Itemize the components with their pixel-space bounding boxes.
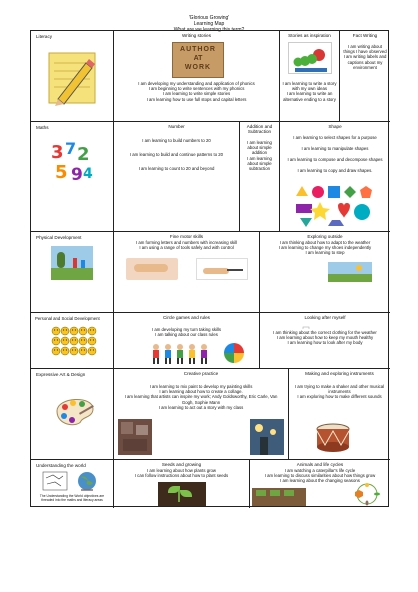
svg-text:3: 3 [51, 142, 64, 163]
number-cell [114, 122, 240, 232]
addition-subtraction-cell [240, 122, 280, 232]
expressive-area-cell [31, 369, 114, 460]
svg-text:4: 4 [83, 166, 93, 182]
map-globe-image [41, 470, 103, 492]
hand-drawing-image [196, 258, 248, 280]
writing-stories-title: Writing stories [181, 33, 212, 38]
svg-text:2: 2 [77, 144, 90, 165]
learning-map-grid [30, 30, 389, 507]
author-at-work-sign-image [172, 42, 224, 78]
svg-text:7: 7 [65, 139, 77, 158]
fact-writing-cell [340, 31, 390, 122]
stories-inspiration-title: Stories as inspiration [288, 33, 331, 38]
garden-planters-image [252, 488, 306, 506]
understanding-area-cell [31, 460, 114, 508]
paint-palette-image [49, 393, 97, 429]
stories-inspiration-cell [280, 31, 340, 122]
drum-instrument-image [313, 421, 353, 453]
instruments-title: Making and exploring instruments [305, 371, 374, 376]
hands-threading-image [126, 258, 178, 280]
butterfly-lifecycle-image [350, 482, 384, 506]
toothbrush-image [288, 321, 310, 329]
addition-subtraction-title: Addition and Subtraction [246, 124, 273, 135]
notepad-pencil-image [46, 49, 100, 107]
seeds-growing-title: Seeds and growing [161, 462, 202, 467]
header-theme: 'Glorious Growing' [188, 15, 230, 21]
sign-word-work: WORK [184, 64, 212, 71]
looking-after-cell [260, 313, 390, 369]
animals-lifecycles-cell [250, 460, 390, 508]
shape-title: Shape [328, 124, 342, 129]
children-playing-outside-image [51, 246, 93, 280]
writing-stories-text: I am developing my understanding and application of phonics I am beginning to write sentences with my phonics I am learning to write simple stories I am learning how to use full stops and capital letters [138, 81, 255, 102]
svg-text:9: 9 [71, 165, 83, 184]
garden-outside-image [328, 262, 372, 282]
fine-motor-title: Fine motor skills [169, 234, 204, 239]
emotion-faces-image [51, 326, 97, 362]
colourful-ball-image [224, 343, 244, 363]
maths-area-cell [31, 122, 114, 232]
instruments-text: I am trying to make a shaker and other musical instruments I am exploring how to make different sounds [294, 384, 385, 400]
writing-stories-cell [114, 31, 280, 122]
area-title-psed: Personal and Social Development [35, 316, 100, 321]
area-title-expressive: Expressive Art & Design [36, 372, 86, 377]
instruments-cell [289, 369, 390, 460]
hungry-caterpillar-book-image [288, 42, 332, 74]
area-title-understanding: Understanding the world [36, 463, 86, 468]
exploring-outside-text: I am thinking about how to adapt to the weather I am learning to change my shoes independently I am learning to step [278, 240, 372, 256]
fact-writing-text: I am writing about things I have observed I am writing labels and captions about my environment [343, 44, 387, 70]
area-title-physical: Physical Development [36, 235, 82, 240]
coloured-shapes-image [292, 184, 378, 228]
colourful-numbers-image [49, 138, 97, 184]
header-question: What are we learning this term? [173, 27, 245, 33]
shape-text: I am learning to select shapes for a purpose I am learning to manipulate shapes I am learning to compose and decompose shapes I am learning to copy and draw shapes. [287, 135, 383, 173]
looking-after-title: Looking after myself [304, 315, 346, 320]
fine-motor-text: I am forming letters and numbers with increasing skill I am using a range of tools safely and with control [135, 240, 238, 251]
creative-practice-title: Creative practice [183, 371, 219, 376]
addition-subtraction-text: I am learning about simple addition I am learning about simple subtraction [247, 140, 272, 172]
creative-practice-cell [114, 369, 289, 460]
shape-cell [280, 122, 390, 232]
animals-lifecycles-text: I am watching a caterpillar's life cycle I am learning to discuss similarities about how things grow I am learning about the changing seasons [264, 468, 376, 484]
area-title-literacy: Literacy [36, 34, 53, 39]
sign-word-at: AT [193, 55, 203, 62]
looking-after-text: I am thinking about the correct clothing for the weather I am learning about how to keep my mouth healthy I am learning how to look after my body [273, 330, 377, 346]
exploring-outside-cell [260, 232, 390, 313]
psed-area-cell [31, 313, 114, 369]
fact-writing-title: Fact Writing [352, 33, 378, 38]
children-holding-hands-image [150, 343, 210, 365]
fine-motor-cell [114, 232, 260, 313]
circle-games-cell [114, 313, 260, 369]
circle-games-text: I am developing my turn taking skills I am talking about our class rules [151, 327, 222, 338]
collage-artwork-image [118, 419, 152, 455]
seedling-image [158, 482, 206, 506]
understanding-note: The Understanding the World objectives are threaded into the maths and literacy areas [39, 494, 105, 502]
number-text: I am learning to build numbers to 20 I am learning to build and continue patterns to 20 I am learning to count to 20 and beyond [129, 138, 224, 171]
seeds-growing-cell [114, 460, 250, 508]
circle-games-title: Circle games and rules [163, 315, 210, 320]
creative-practice-text: I am learning to mix paint to develop my painting skills I am learning about how to create a collage. I am learning that artists can inspire my work; Andy Goldsworthy, Eric Carle, Van Gogh, Sophie Mann I am learning to act out a story with my class [124, 384, 278, 410]
svg-text:5: 5 [55, 162, 68, 183]
exploring-outside-title: Exploring outside [307, 234, 343, 239]
seeds-growing-text: I am learning about how plants grow I can follow instructions about how to plant seeds [134, 468, 229, 479]
header-subtitle: Learning Map [193, 21, 225, 27]
sign-word-author: AUTHOR [180, 46, 216, 53]
stories-inspiration-text: I am learning to write a story with my own ideas I am learning to write an alternative ending to a story [282, 81, 337, 102]
number-title: Number [168, 124, 185, 129]
literacy-area-cell [31, 31, 114, 122]
starry-night-painting-image [250, 419, 284, 455]
physical-area-cell [31, 232, 114, 313]
area-title-maths: Maths [36, 125, 49, 130]
animals-lifecycles-title: Animals and life cycles [296, 462, 344, 467]
